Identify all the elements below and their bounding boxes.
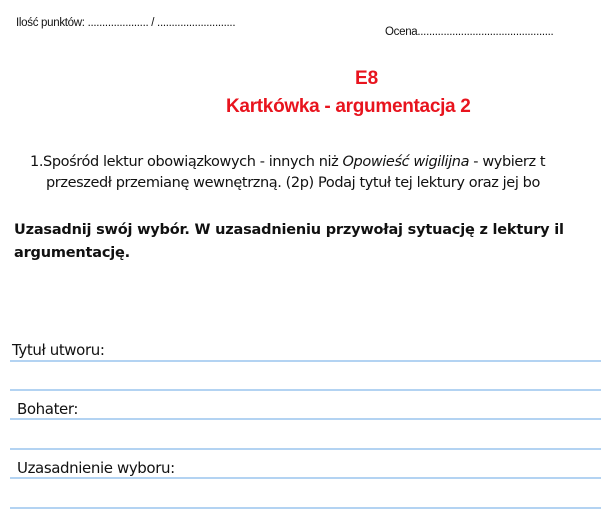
answer-line[interactable]: [10, 507, 601, 509]
instruction-line-2: argumentację.: [14, 245, 130, 261]
answer-line[interactable]: [10, 360, 601, 362]
task-text: Spośród lektur obowiązkowych - innych niż: [43, 154, 343, 170]
title-field-label: Tytuł utworu:: [12, 341, 105, 359]
test-code: E8: [355, 68, 379, 89]
points-field: Ilość punktów: ..................... / ...........................: [16, 17, 236, 29]
task-number: 1.: [30, 154, 44, 170]
book-title: Opowieść wigilijna: [342, 154, 470, 170]
task-text: - wybierz t: [469, 154, 546, 170]
answer-line[interactable]: [10, 477, 601, 479]
task-line-1: [30, 154, 545, 170]
answer-line[interactable]: [10, 418, 601, 420]
answer-line[interactable]: [10, 448, 601, 450]
answer-line[interactable]: [10, 389, 601, 391]
instruction-line-1: Uzasadnij swój wybór. W uzasadnieniu przywołaj sytuację z lektury il: [14, 222, 564, 238]
task-line-2: przeszedł przemianę wewnętrzną. (2p) Podaj tytuł tej lektury oraz jej bo: [46, 175, 540, 191]
grade-field: Ocena...............................................: [385, 26, 554, 38]
page-title: Kartkówka - argumentacja 2: [226, 96, 471, 117]
justification-field-label: Uzasadnienie wyboru:: [17, 459, 175, 477]
hero-field-label: Bohater:: [17, 400, 79, 418]
